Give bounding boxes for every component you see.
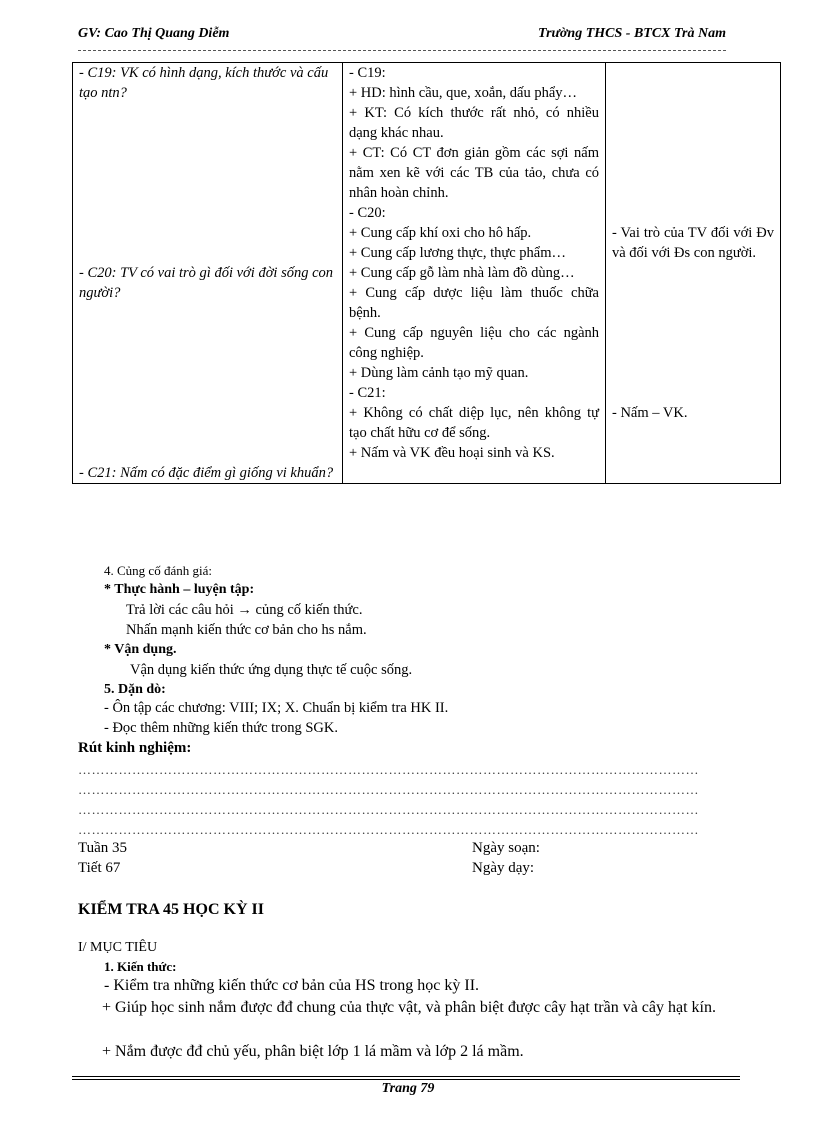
taught-date-label: Ngày dạy: [472, 860, 535, 876]
exam-line: - Kiểm tra những kiến thức cơ bản của HS trong học kỳ II. [104, 977, 480, 994]
answer-line: + Nấm và VK đều hoại sinh và KS. [349, 445, 555, 461]
answer-line: + Cung cấp gỗ làm nhà làm đồ dùng… [349, 265, 575, 281]
apply-line: Vận dụng kiến thức ứng dụng thực tế cuộc sống. [130, 662, 413, 678]
apply-title: * Vận dụng. [104, 642, 177, 657]
exam-line: + Nắm được đđ chủ yếu, phân biệt lớp 1 lá mầm và lớp 2 lá mầm. [102, 1043, 524, 1060]
section4-title: 4. Củng cố đánh giá: [104, 563, 212, 578]
note-c21: - Nấm – VK. [612, 405, 688, 421]
answer-line: + CT: Có CT đơn giản gồm các sợi nấm nằm xen kẽ với các TB của tảo, chưa có nhân hoàn chỉnh. [349, 145, 599, 201]
answer-line: + Không có chất diệp lục, nên không tự tạo chất hữu cơ để sống. [349, 405, 599, 441]
footer-divider [72, 1076, 740, 1080]
answer-line: + Cung cấp lương thực, thực phẩm… [349, 245, 567, 261]
header-teacher: GV: Cao Thị Quang Diễm [78, 26, 230, 41]
note-c20: - Vai trò của TV đối với Đv và đối với Đs con người. [612, 225, 774, 261]
answer-line: + Dùng làm cảnh tạo mỹ quan. [349, 365, 529, 381]
header-school: Trường THCS - BTCX Trà Nam [538, 26, 726, 41]
answer-line: + Cung cấp khí oxi cho hô hấp. [349, 225, 532, 241]
homework-line: - Ôn tập các chương: VIII; IX; X. Chuẩn bị kiểm tra HK II. [104, 700, 449, 716]
exam-title: KIỂM TRA 45 HỌC KỲ II [78, 901, 264, 918]
answer-c19-head: - C19: [349, 65, 386, 81]
prepared-date-label: Ngày soạn: [472, 840, 540, 856]
practice-line: Nhấn mạnh kiến thức cơ bản cho hs nắm. [126, 622, 367, 638]
question-c19: - C19: VK có hình dạng, kích thước và cấu tạo ntn? [79, 65, 329, 101]
practice-title: * Thực hành – luyện tập: [104, 582, 255, 597]
answer-line: + HD: hình cầu, que, xoắn, dấu phẩy… [349, 85, 578, 101]
period-label: Tiết 67 [78, 860, 121, 876]
experience-dotline: ………………………………………………………………………………………………………………………… [78, 822, 699, 837]
answer-line: + KT: Có kích thước rất nhỏ, có nhiều dạng khác nhau. [349, 105, 599, 141]
practice-line: Trả lời các câu hỏi → củng cố kiến thức. [126, 602, 363, 618]
answer-line: + Cung cấp nguyên liệu cho các ngành công nghiệp. [349, 325, 599, 361]
experience-dotline: ………………………………………………………………………………………………………………………… [78, 802, 699, 817]
homework-line: - Đọc thêm những kiến thức trong SGK. [104, 720, 338, 736]
objective-heading: I/ MỤC TIÊU [78, 940, 158, 955]
knowledge-heading: 1. Kiến thức: [104, 959, 177, 974]
week-label: Tuần 35 [78, 840, 128, 856]
experience-title: Rút kinh nghiệm: [78, 740, 192, 756]
header-divider [78, 50, 726, 51]
answer-c21-head: - C21: [349, 385, 386, 401]
section5-title: 5. Dặn dò: [104, 682, 166, 697]
review-table [72, 62, 781, 484]
question-c21: - C21: Nấm có đặc điểm gì giống vi khuẩn? [79, 465, 334, 481]
question-c20: - C20: TV có vai trò gì đối với đời sống con người? [79, 265, 334, 301]
page-number: Trang 79 [381, 1081, 435, 1096]
answer-line: + Cung cấp dược liệu làm thuốc chữa bệnh. [349, 285, 599, 321]
experience-dotline: ………………………………………………………………………………………………………………………… [78, 762, 699, 777]
answer-c20-head: - C20: [349, 205, 386, 221]
experience-dotline: ………………………………………………………………………………………………………………………… [78, 782, 699, 797]
notes-cell [606, 63, 781, 484]
questions-cell [73, 63, 343, 484]
table-row [73, 63, 781, 484]
exam-line: + Giúp học sinh nắm được đđ chung của thực vật, và phân biệt được cây hạt trần và cây hạt kín. [102, 999, 716, 1016]
answers-cell [343, 63, 606, 484]
